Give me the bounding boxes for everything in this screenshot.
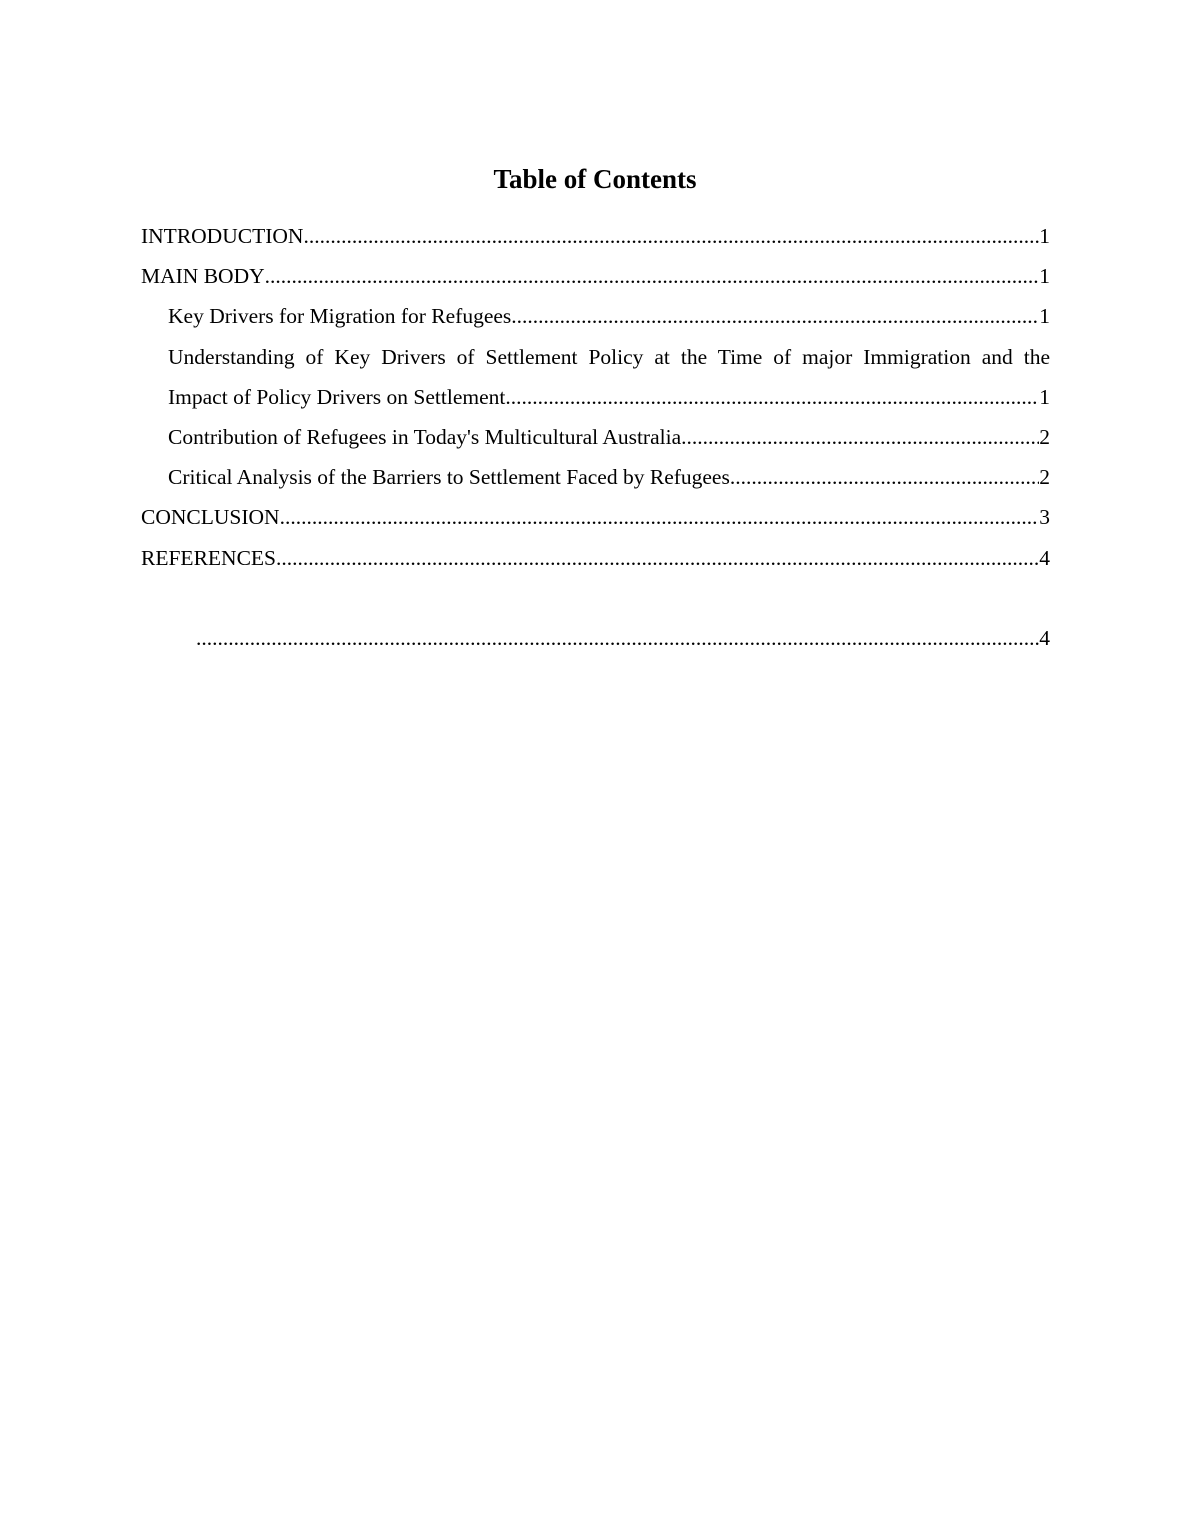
dot-leader [730,457,1039,497]
toc-entry-introduction[interactable] [141,216,1050,256]
toc-entry-label: Contribution of Refugees in Today's Multicultural Australia [168,424,682,449]
toc-entry-contribution[interactable] [141,417,1050,457]
toc-page-number: 1 [1039,304,1050,329]
toc-entry-critical-analysis[interactable] [141,457,1050,497]
table-of-contents [141,216,1050,578]
dot-leader [280,497,1040,537]
toc-page-number: 4 [1039,626,1050,650]
toc-entry-label: MAIN BODY [141,264,265,289]
toc-page-number: 1 [1039,384,1050,409]
toc-entry-label: CONCLUSION [141,505,280,530]
dot-leader [196,618,1039,658]
toc-entry-key-drivers[interactable] [141,296,1050,336]
dot-leader [303,216,1039,256]
toc-page-number: 1 [1039,224,1050,248]
dot-leader [505,377,1039,417]
toc-entry-main-body[interactable] [141,256,1050,296]
toc-title: Table of Contents [493,164,697,194]
toc-entry-references[interactable] [141,538,1050,578]
toc-page-number: 2 [1039,424,1050,449]
toc-entry-label: Key Drivers for Migration for Refugees [168,304,512,329]
toc-entry-untitled[interactable] [196,618,1050,658]
dot-leader [276,538,1039,578]
toc-entry-label: INTRODUCTION [141,224,304,248]
dot-leader [511,296,1039,336]
toc-page-number: 4 [1039,545,1050,570]
toc-entry-settlement-policy[interactable] [141,337,1050,417]
dot-leader [681,417,1039,457]
toc-page-number: 2 [1039,465,1050,490]
toc-page-number: 3 [1039,505,1050,530]
toc-entry-label-line2: Impact of Policy Drivers on Settlement [168,384,506,409]
toc-entry-conclusion[interactable] [141,497,1050,537]
toc-entry-label-line1: Understanding of Key Drivers of Settlement Policy at the Time of major Immigration and the [168,344,1050,369]
dot-leader [265,256,1040,296]
toc-entry-line2 [141,377,1050,417]
toc-page-number: 1 [1039,264,1050,289]
toc-entry-label: Critical Analysis of the Barriers to Settlement Faced by Refugees [168,465,730,490]
toc-entry-label: REFERENCES [141,545,276,570]
